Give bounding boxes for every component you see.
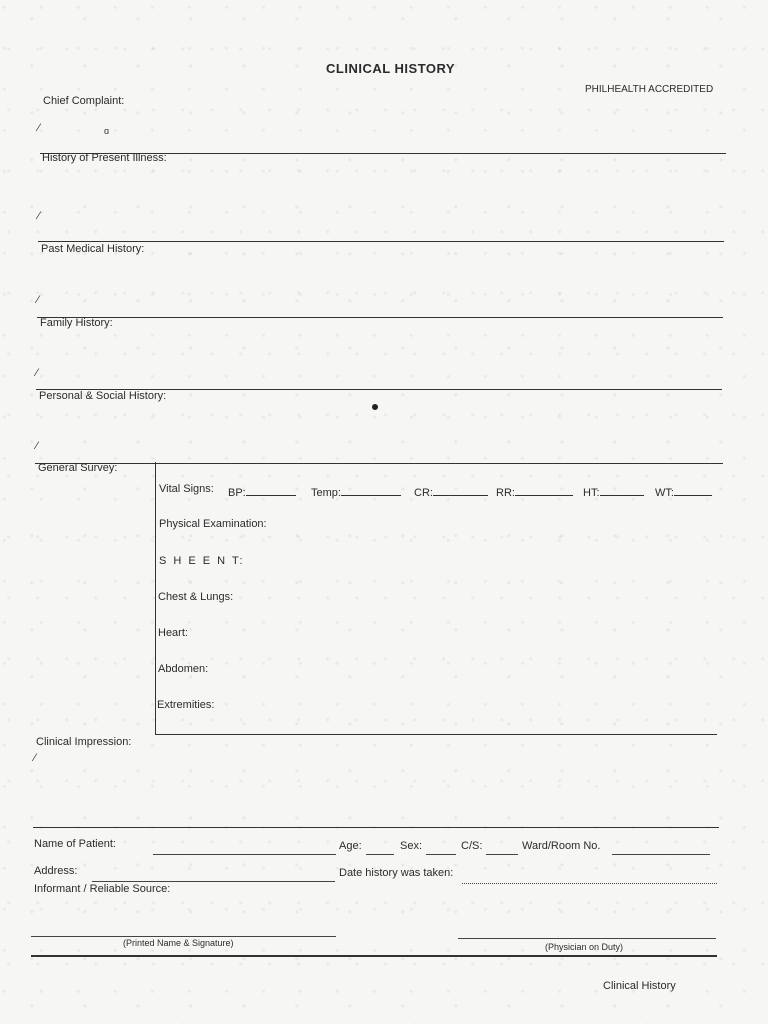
present-illness-line[interactable] — [38, 241, 724, 242]
address-label: Address: — [34, 865, 78, 877]
bp-field[interactable] — [228, 485, 296, 499]
accreditation-label: PHILHEALTH ACCREDITED — [585, 84, 714, 95]
present-illness-label: History of Present Illness: — [42, 152, 167, 164]
footer-label: Clinical History — [603, 980, 676, 992]
family-history-label: Family History: — [40, 317, 113, 329]
personal-social-label: Personal & Social History: — [39, 390, 167, 402]
vital-signs-label: Vital Signs: — [159, 483, 214, 495]
temp-blank[interactable] — [341, 485, 401, 496]
check-mark: ⁄ — [38, 210, 40, 222]
wt-field[interactable] — [655, 485, 712, 499]
heent-label: S H E E N T: — [159, 555, 245, 567]
patient-name-label: Name of Patient: — [34, 838, 116, 850]
chief-complaint-label: Chief Complaint: — [43, 95, 125, 107]
clinical-impression-line[interactable] — [33, 827, 719, 828]
informant-label: Informant / Reliable Source: — [34, 883, 171, 895]
personal-social-line[interactable] — [35, 463, 723, 464]
clinical-impression-label: Clinical Impression: — [36, 736, 132, 748]
abdomen-label: Abdomen: — [158, 663, 209, 675]
bp-blank[interactable] — [246, 485, 296, 496]
cr-field[interactable] — [414, 485, 488, 499]
rr-label: RR: — [496, 487, 515, 499]
patient-name-blank[interactable] — [153, 854, 336, 855]
past-medical-label: Past Medical History: — [41, 243, 145, 255]
general-survey-label: General Survey: — [38, 462, 118, 474]
cr-label: CR: — [414, 487, 433, 499]
ink-dot — [372, 404, 378, 410]
temp-label: Temp: — [311, 487, 341, 499]
printed-name-caption: (Printed Name & Signature) — [123, 938, 234, 948]
physical-exam-label: Physical Examination: — [159, 518, 267, 530]
age-label: Age: — [339, 840, 362, 852]
physician-signature-line[interactable] — [458, 938, 716, 939]
check-mark: ⁄ — [34, 752, 36, 764]
ward-label: Ward/Room No. — [522, 840, 601, 852]
printed-name-signature-line[interactable] — [31, 936, 336, 937]
footer-rule — [31, 955, 717, 957]
ht-blank[interactable] — [600, 485, 644, 496]
date-taken-blank[interactable] — [462, 883, 717, 884]
exam-bottom-line — [155, 734, 717, 735]
rr-field[interactable] — [496, 485, 573, 499]
temp-field[interactable] — [311, 485, 401, 499]
ward-blank[interactable] — [612, 854, 710, 855]
pen-mark: ɑ — [104, 126, 110, 136]
check-mark: ⁄ — [36, 367, 38, 379]
ht-label: HT: — [583, 487, 600, 499]
bp-label: BP: — [228, 487, 246, 499]
extremities-label: Extremities: — [157, 699, 215, 711]
check-mark: ⁄ — [38, 122, 40, 134]
cs-label: C/S: — [461, 840, 483, 852]
general-survey-divider — [155, 462, 156, 734]
wt-blank[interactable] — [674, 485, 712, 496]
wt-label: WT: — [655, 487, 674, 499]
date-taken-label: Date history was taken: — [339, 867, 454, 879]
past-medical-line[interactable] — [37, 317, 723, 318]
cr-blank[interactable] — [433, 485, 488, 496]
address-blank[interactable] — [92, 881, 335, 882]
chest-lungs-label: Chest & Lungs: — [158, 591, 234, 603]
sex-blank[interactable] — [426, 854, 456, 855]
rr-blank[interactable] — [515, 485, 573, 496]
age-blank[interactable] — [366, 854, 394, 855]
check-mark: ⁄ — [36, 440, 38, 452]
heart-label: Heart: — [158, 627, 188, 639]
check-mark: ⁄ — [37, 294, 39, 306]
physician-caption: (Physician on Duty) — [545, 942, 624, 952]
ht-field[interactable] — [583, 485, 644, 499]
cs-blank[interactable] — [486, 854, 518, 855]
sex-label: Sex: — [400, 840, 423, 852]
form-title: CLINICAL HISTORY — [326, 61, 456, 76]
